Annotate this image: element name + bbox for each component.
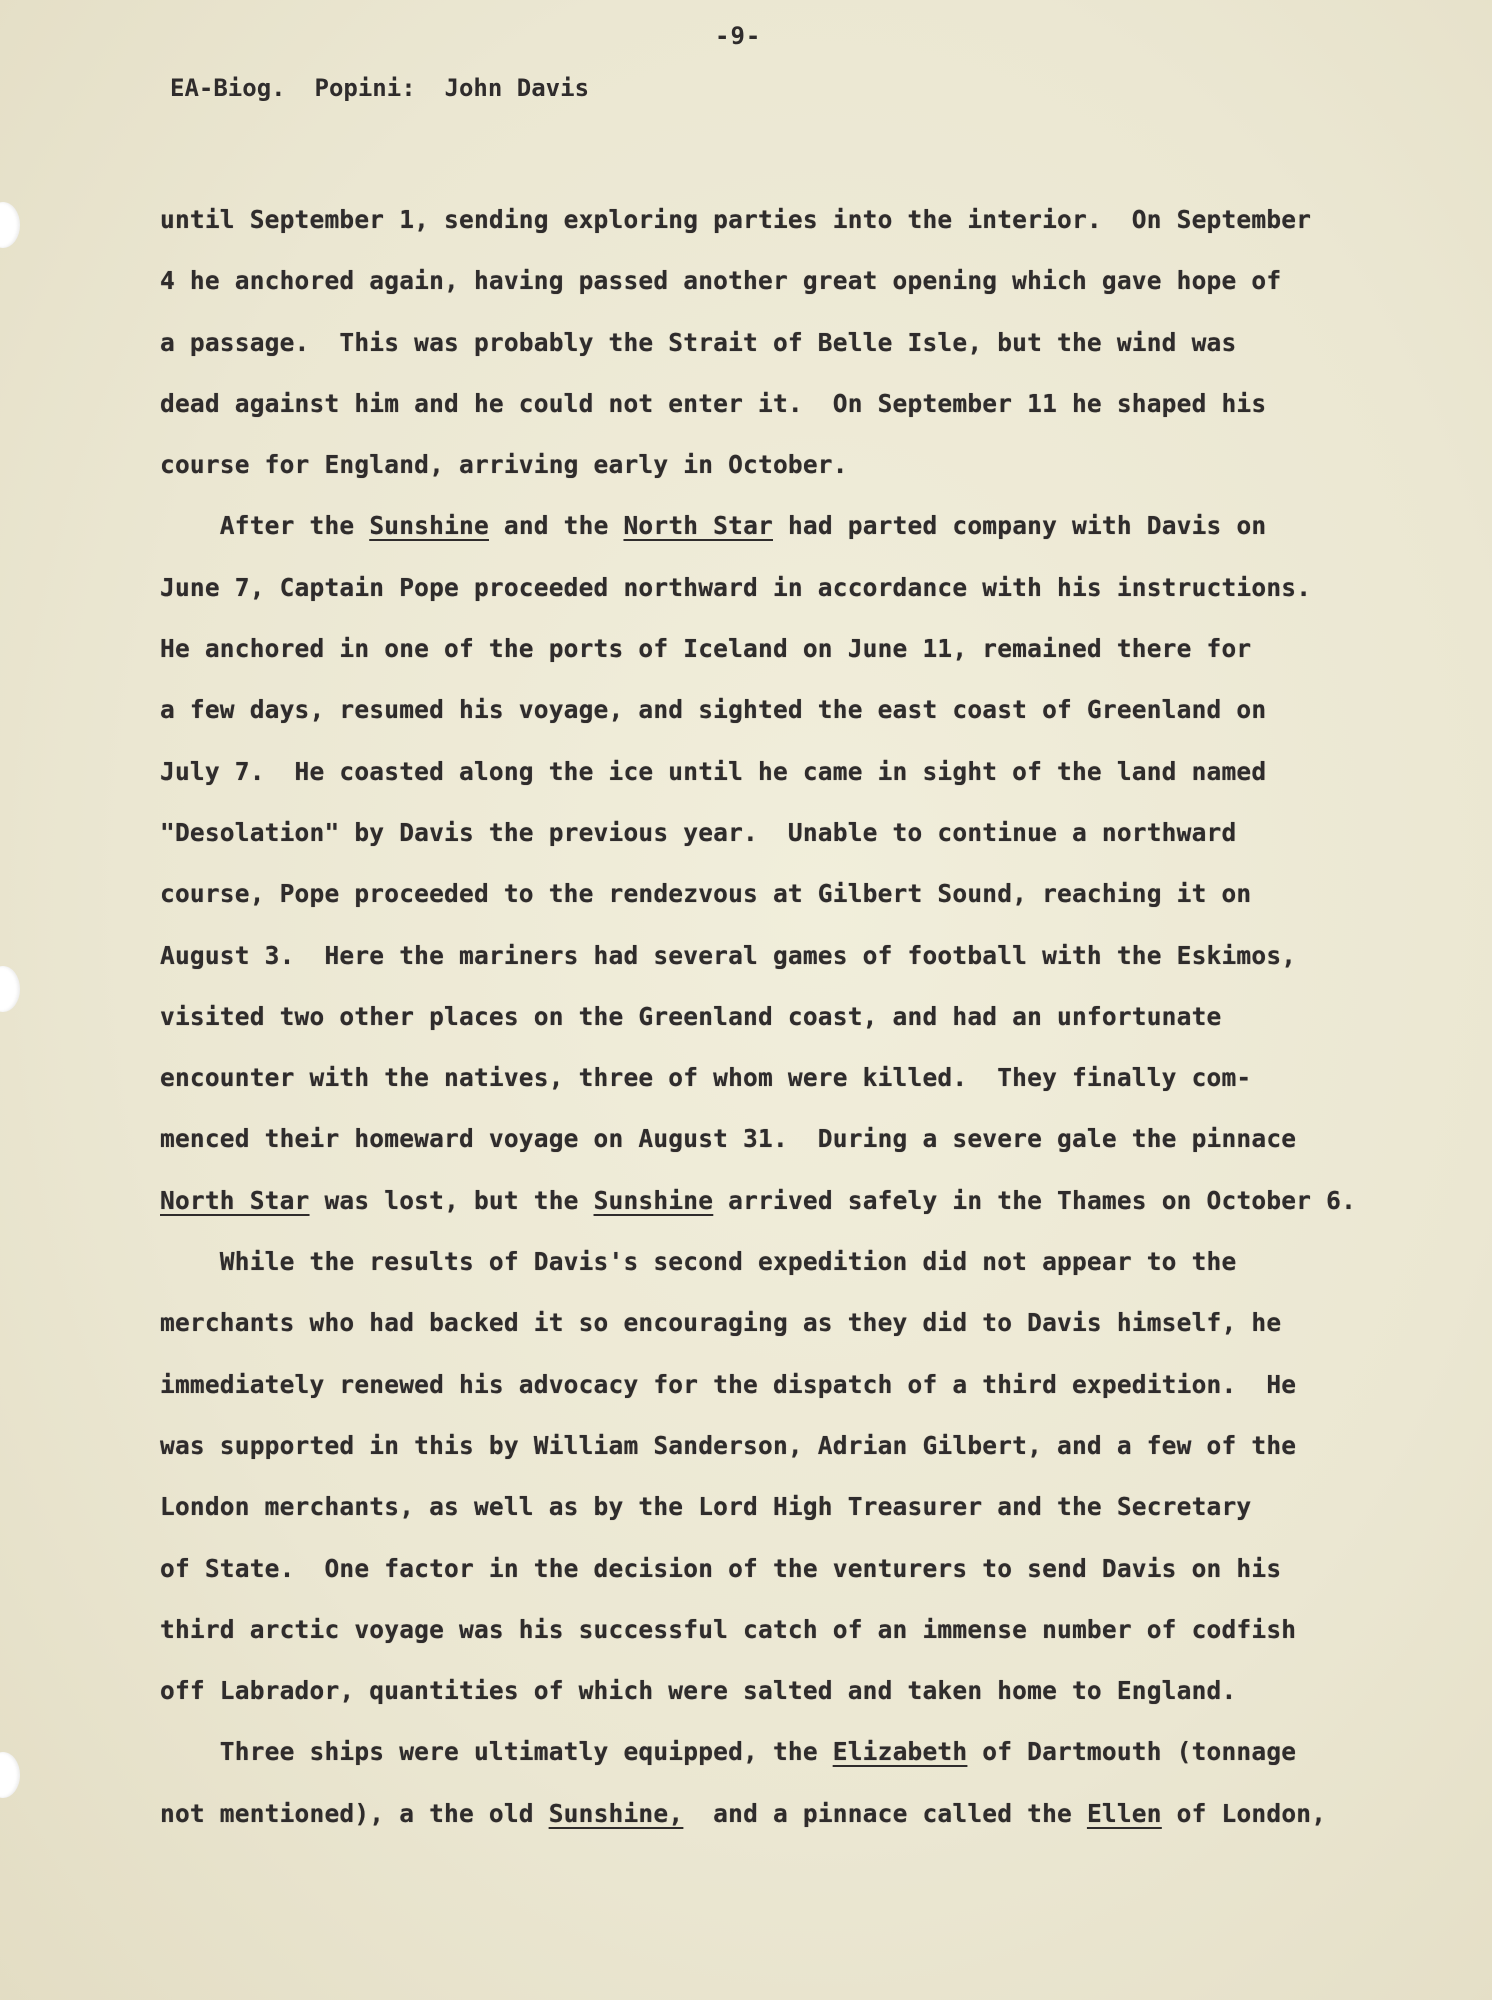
- text-run: had parted company with Davis on: [773, 511, 1267, 541]
- text-run: of Dartmouth (tonnage: [967, 1737, 1297, 1767]
- text-line: [160, 1424, 1390, 1485]
- underlined-ship-name: Sunshine: [369, 511, 489, 541]
- text-line: [160, 1792, 1390, 1853]
- text-line: [160, 995, 1390, 1056]
- underlined-ship-name: North Star: [160, 1185, 310, 1215]
- text-run: was lost, but the: [309, 1185, 594, 1215]
- text-line: [160, 750, 1390, 811]
- text-run: arrived safely in the Thames on October 6.: [713, 1185, 1357, 1215]
- text-line: [160, 566, 1390, 627]
- running-head: EA-Biog. Popini: John Davis: [170, 74, 590, 102]
- text-run: and the: [488, 511, 624, 541]
- text-run: immediately renewed his advocacy for the dispatch of a third expedition. He: [160, 1369, 1297, 1399]
- text-line: [160, 1363, 1390, 1424]
- text-run: until September 1, sending exploring parties into the interior. On September: [160, 205, 1312, 234]
- text-run: third arctic voyage was his successful catch of an immense number of codfish: [160, 1614, 1297, 1644]
- text-line: [160, 443, 1390, 504]
- underlined-ship-name: Elizabeth: [832, 1737, 968, 1767]
- text-line: [160, 872, 1390, 933]
- text-run: menced their homeward voyage on August 31. During a severe gale the pinnace: [160, 1124, 1297, 1154]
- text-run: of London,: [1161, 1798, 1327, 1828]
- text-line: [160, 627, 1390, 688]
- text-line: [160, 1730, 1390, 1791]
- text-run: and a pinnace called the: [683, 1798, 1087, 1828]
- text-run: dead against him and he could not enter it. On September 11 he shaped his: [160, 388, 1267, 418]
- text-line: [160, 1301, 1390, 1362]
- underlined-ship-name: Sunshine: [593, 1185, 714, 1215]
- text-run: merchants who had backed it so encouraging as they did to Davis himself, he: [160, 1308, 1282, 1338]
- underlined-ship-name: Sunshine,: [548, 1798, 684, 1828]
- text-run: He anchored in one of the ports of Iceland on June 11, remained there for: [160, 634, 1252, 664]
- text-line: [160, 1056, 1390, 1117]
- punch-hole-top: [0, 202, 20, 248]
- punch-hole-middle: [0, 966, 20, 1012]
- punch-hole-bottom: [0, 1752, 20, 1798]
- text-line: [160, 688, 1390, 749]
- text-line: [160, 1179, 1390, 1240]
- text-run: July 7. He coasted along the ice until he came in sight of the land named: [160, 756, 1267, 786]
- text-run: course for England, arriving early in October.: [160, 450, 848, 480]
- text-run: While the results of Davis's second expedition did not appear to the: [160, 1247, 1237, 1277]
- text-line: [160, 382, 1390, 443]
- underlined-ship-name: Ellen: [1086, 1798, 1162, 1828]
- page-number: -9-: [715, 22, 762, 50]
- text-run: Three ships were ultimatly equipped, the: [160, 1737, 833, 1767]
- text-run: course, Pope proceeded to the rendezvous at Gilbert Sound, reaching it on: [160, 879, 1252, 909]
- underlined-ship-name: North Star: [623, 511, 773, 541]
- text-run: 4 he anchored again, having passed another great opening which gave hope of: [160, 266, 1282, 296]
- text-run: After the: [160, 511, 370, 541]
- text-run: not mentioned), a the old: [160, 1798, 549, 1828]
- text-run: a passage. This was probably the Strait of Belle Isle, but the wind was: [160, 327, 1237, 357]
- text-line: [160, 321, 1390, 382]
- body-text: [160, 198, 1390, 1853]
- text-run: a few days, resumed his voyage, and sighted the east coast of Greenland on: [160, 695, 1267, 725]
- text-line: [160, 198, 1390, 259]
- text-run: June 7, Captain Pope proceeded northward in accordance with his instructions.: [160, 572, 1312, 602]
- text-line: [160, 811, 1390, 872]
- text-line: [160, 504, 1390, 565]
- text-run: off Labrador, quantities of which were salted and taken home to England.: [160, 1676, 1237, 1706]
- text-line: [160, 934, 1390, 995]
- text-line: [160, 259, 1390, 320]
- text-run: "Desolation" by Davis the previous year. Unable to continue a northward: [160, 817, 1237, 847]
- text-run: London merchants, as well as by the Lord High Treasurer and the Secretary: [160, 1492, 1252, 1522]
- text-run: of State. One factor in the decision of the venturers to send Davis on his: [160, 1553, 1282, 1583]
- text-line: [160, 1608, 1390, 1669]
- text-run: visited two other places on the Greenland coast, and had an unfortunate: [160, 1001, 1222, 1031]
- text-line: [160, 1117, 1390, 1178]
- text-line: [160, 1485, 1390, 1546]
- text-run: was supported in this by William Sanderson, Adrian Gilbert, and a few of the: [160, 1430, 1297, 1460]
- text-line: [160, 1547, 1390, 1608]
- text-run: August 3. Here the mariners had several games of football with the Eskimos,: [160, 940, 1297, 970]
- text-line: [160, 1240, 1390, 1301]
- text-line: [160, 1669, 1390, 1730]
- text-run: encounter with the natives, three of whom were killed. They finally com-: [160, 1063, 1252, 1093]
